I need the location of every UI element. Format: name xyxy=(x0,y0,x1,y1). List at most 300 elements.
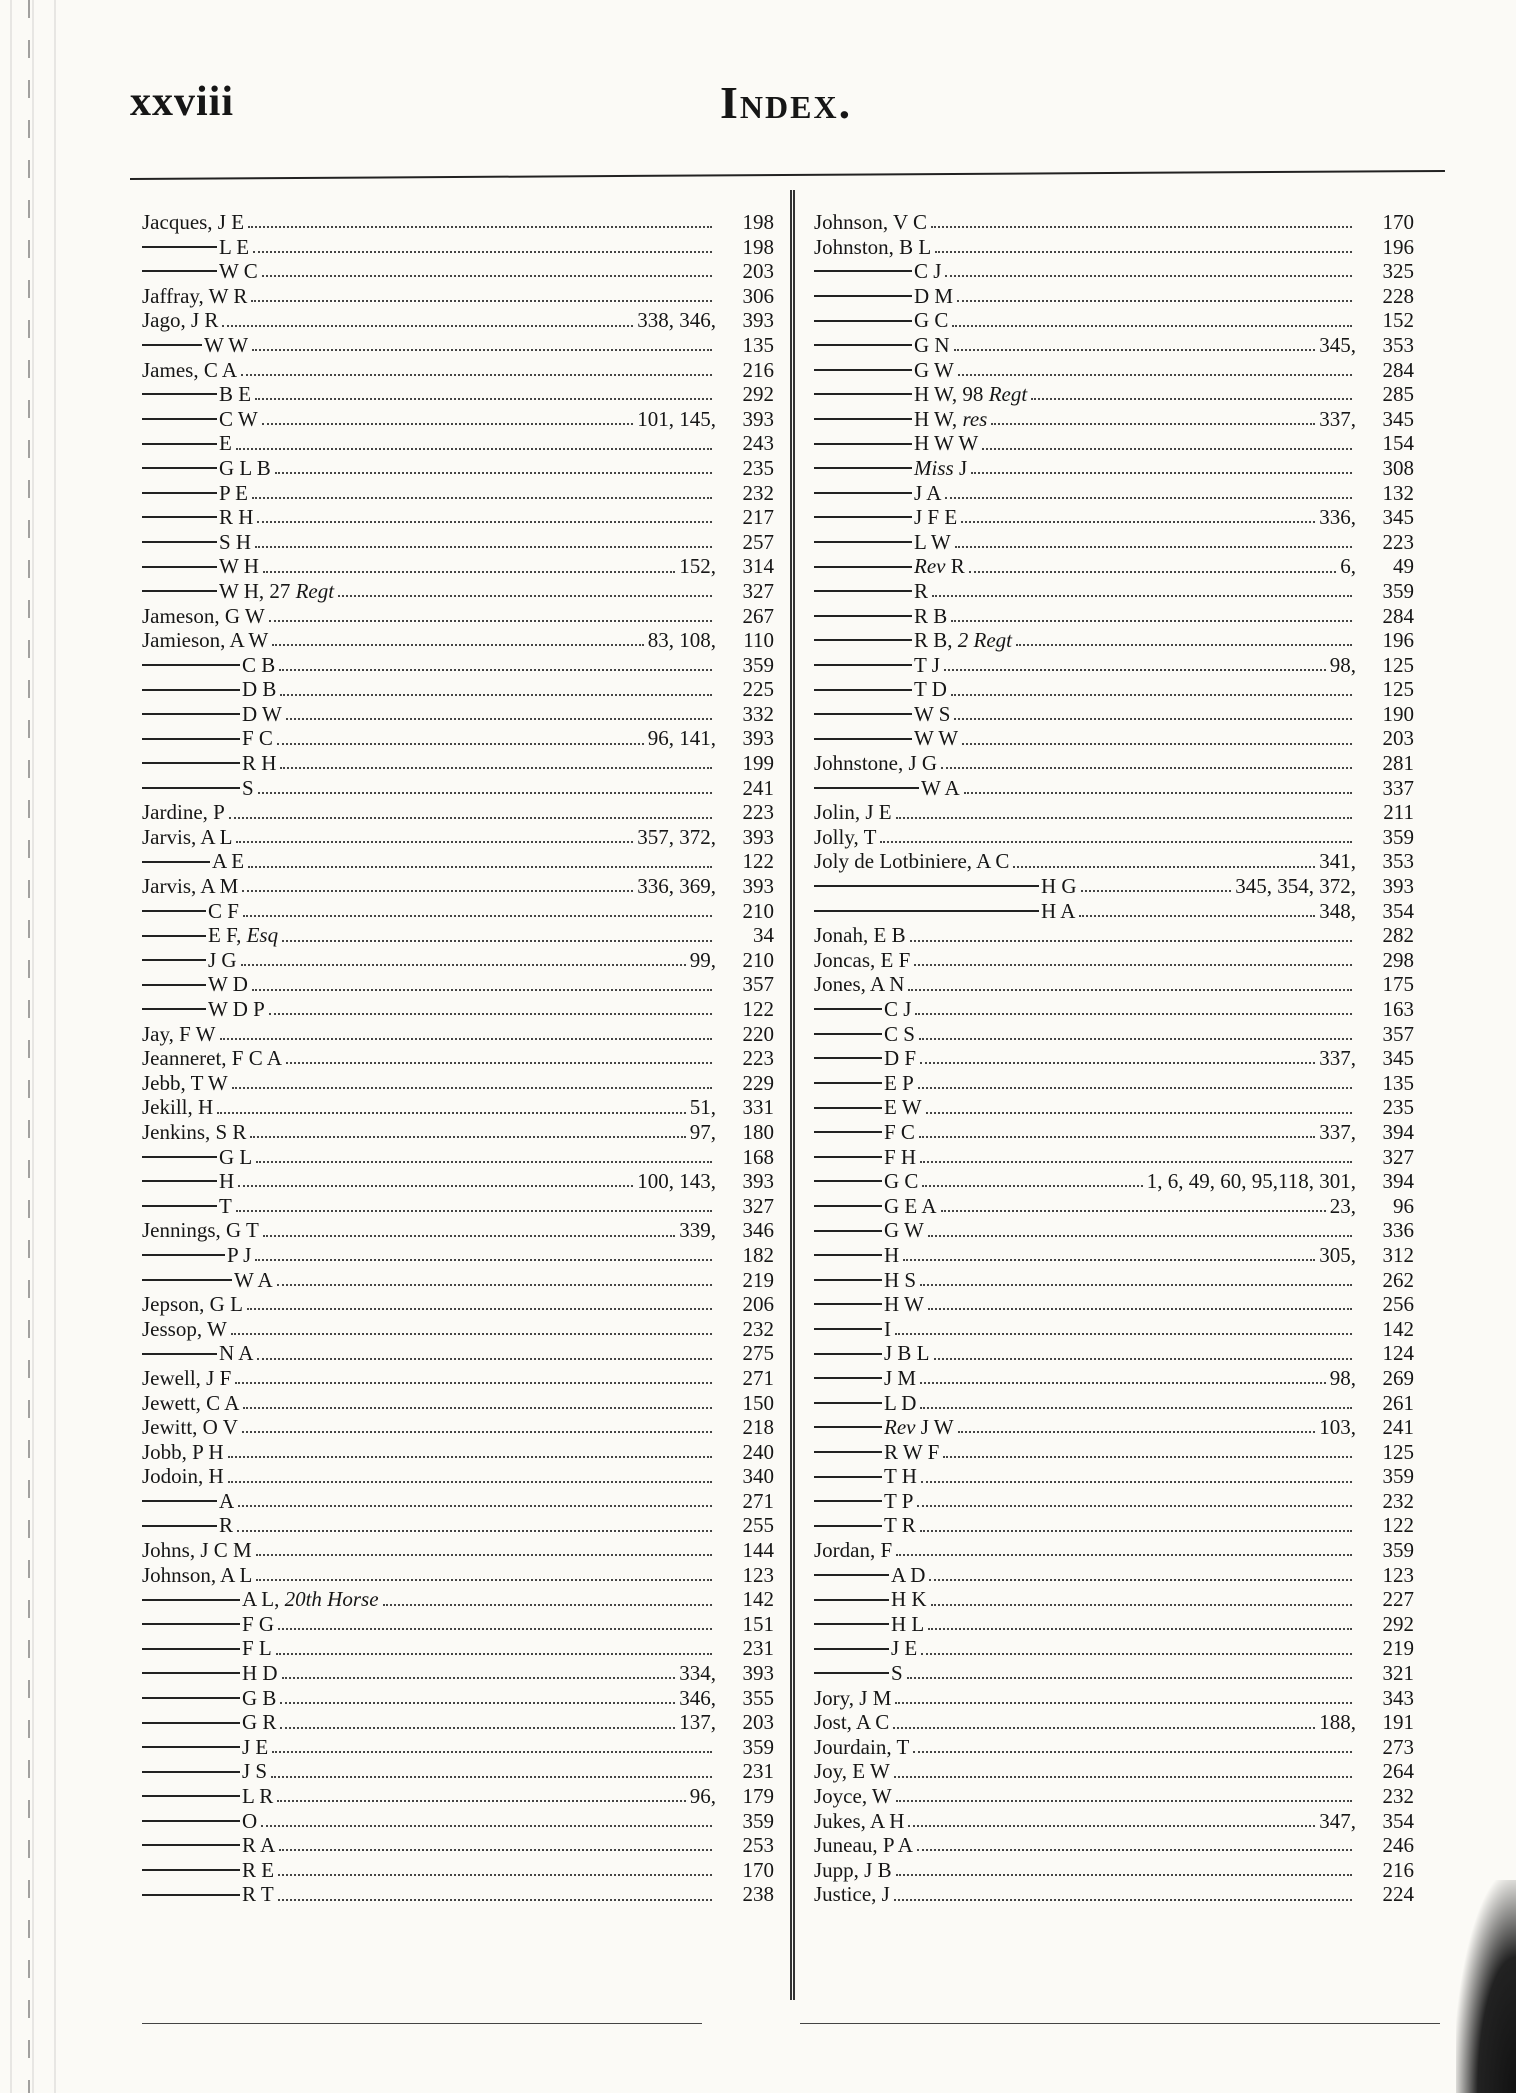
index-entry xyxy=(814,1563,1414,1588)
entry-page-refs: 305, xyxy=(1319,1242,1356,1267)
entry-page-refs: 347, xyxy=(1319,1808,1356,1833)
entry-name xyxy=(814,1686,891,1711)
entry-page-number: 198 xyxy=(742,210,774,234)
dot-leader xyxy=(957,300,1352,302)
entry-name xyxy=(814,235,931,260)
ditto-rule xyxy=(142,984,206,986)
entry-name xyxy=(219,505,253,530)
entry-name xyxy=(884,1095,922,1120)
dot-leader xyxy=(262,275,712,277)
entry-page-number: 269 xyxy=(1382,1365,1414,1390)
entry-name-text: Johnston, B L xyxy=(814,234,932,259)
entry-name xyxy=(891,1612,924,1637)
entry-page-number: 210 xyxy=(742,898,774,923)
index-entry xyxy=(142,431,774,456)
entry-page-number: 122 xyxy=(1382,1513,1414,1538)
entry-name xyxy=(242,1833,275,1858)
index-entry xyxy=(142,849,774,874)
index-entry xyxy=(814,1710,1414,1735)
entry-page-refs: 337, xyxy=(1319,1046,1356,1071)
entry-page-number: 306 xyxy=(742,283,774,308)
index-entry xyxy=(814,1759,1414,1784)
ditto-rule xyxy=(814,1525,882,1527)
entry-page-number: 227 xyxy=(1382,1587,1414,1612)
index-entry xyxy=(814,358,1414,383)
entry-name-text: D B xyxy=(242,677,277,702)
entry-page-refs: 334, xyxy=(679,1661,716,1686)
dot-leader xyxy=(969,571,1337,573)
entry-page-refs: 348, xyxy=(1319,898,1356,923)
index-entry xyxy=(814,1661,1414,1686)
dot-leader xyxy=(958,374,1352,376)
entry-name-text: H W W xyxy=(914,431,979,456)
ditto-rule xyxy=(814,393,912,395)
entry-name-text: Justice, J xyxy=(814,1882,890,1907)
dot-leader xyxy=(903,1259,1315,1261)
ditto-rule xyxy=(142,590,217,592)
entry-name xyxy=(219,1194,232,1219)
index-entry xyxy=(142,1095,774,1120)
dot-leader xyxy=(255,546,712,548)
page-corner-shadow xyxy=(1456,1880,1516,2093)
index-entry xyxy=(814,874,1414,899)
index-entry xyxy=(814,431,1414,456)
entry-page-number: 182 xyxy=(742,1242,774,1267)
entry-name xyxy=(884,1415,954,1440)
dot-leader xyxy=(919,1038,1352,1040)
dot-leader xyxy=(241,374,712,376)
entry-name-text: S xyxy=(891,1661,903,1686)
ditto-rule xyxy=(142,1353,217,1355)
dot-leader xyxy=(982,448,1352,450)
dot-leader xyxy=(272,644,644,646)
entry-name xyxy=(142,1218,259,1243)
entry-page-number: 199 xyxy=(742,751,774,776)
index-entry xyxy=(814,899,1414,924)
entry-name-text: G C xyxy=(884,1169,919,1194)
ditto-rule xyxy=(142,418,217,420)
dot-leader xyxy=(931,1604,1352,1606)
entry-page-number: 203 xyxy=(1382,726,1414,751)
dot-leader xyxy=(255,398,712,400)
dot-leader xyxy=(237,1530,712,1532)
entry-name xyxy=(814,1858,892,1883)
column-divider xyxy=(790,190,795,2000)
index-entry xyxy=(814,1145,1414,1170)
entry-page-number: 357 xyxy=(1382,1021,1414,1046)
entry-name-text: Jacques, J E xyxy=(142,210,245,234)
ditto-rule xyxy=(142,1205,217,1207)
dot-leader xyxy=(252,349,712,351)
index-entry xyxy=(142,1022,774,1047)
dot-leader xyxy=(277,1284,712,1286)
index-entry xyxy=(814,751,1414,776)
index-entry xyxy=(142,1686,774,1711)
index-entry xyxy=(142,1784,774,1809)
index-entry xyxy=(814,1882,1414,1907)
index-entry xyxy=(814,1218,1414,1243)
entry-name-text: Juneau, P A xyxy=(814,1833,913,1858)
entry-name xyxy=(142,874,238,899)
entry-page-number: 243 xyxy=(742,431,774,456)
dot-leader xyxy=(935,251,1352,253)
entry-page-number: 241 xyxy=(1382,1415,1414,1440)
entry-name xyxy=(814,923,906,948)
ditto-rule xyxy=(142,1746,240,1748)
index-entry xyxy=(814,1415,1414,1440)
entry-page-number: 210 xyxy=(742,947,774,972)
index-entry xyxy=(142,1391,774,1416)
dot-leader xyxy=(944,669,1326,671)
dot-leader xyxy=(253,251,712,253)
dot-leader xyxy=(269,620,712,622)
ditto-rule xyxy=(814,1426,882,1428)
entry-page-refs: 338, 346, xyxy=(637,308,716,333)
footer-rule-right xyxy=(800,2023,1440,2024)
entry-name xyxy=(884,1513,916,1538)
entry-name xyxy=(914,358,954,383)
dot-leader xyxy=(896,1800,1352,1802)
entry-name-text: A D xyxy=(891,1562,926,1587)
index-entry xyxy=(814,1095,1414,1120)
ditto-rule xyxy=(142,910,206,912)
entry-name-text: R xyxy=(219,1513,234,1538)
entry-name xyxy=(227,1243,251,1268)
entry-name xyxy=(884,1194,937,1219)
entry-page-number: 267 xyxy=(742,603,774,628)
index-entry xyxy=(814,456,1414,481)
ditto-rule xyxy=(142,443,217,445)
index-entry xyxy=(142,1440,774,1465)
entry-name-text: R B xyxy=(914,603,948,628)
entry-name xyxy=(914,677,947,702)
ditto-rule xyxy=(814,590,912,592)
index-entry xyxy=(142,1415,774,1440)
entry-name-text: G N xyxy=(914,332,950,357)
entry-name xyxy=(814,1538,892,1563)
entry-page-number: 394 xyxy=(1382,1119,1414,1144)
entry-page-number: 235 xyxy=(742,455,774,480)
entry-page-number: 337 xyxy=(1382,775,1414,800)
entry-page-number: 359 xyxy=(1382,578,1414,603)
ditto-rule xyxy=(814,1156,882,1158)
ditto-rule xyxy=(142,1008,206,1010)
dot-leader xyxy=(282,1677,676,1679)
entry-name xyxy=(814,849,1009,874)
entry-page-number: 168 xyxy=(742,1144,774,1169)
index-entry xyxy=(814,1538,1414,1563)
index-entry xyxy=(814,1194,1414,1219)
book-binding-edge xyxy=(0,0,58,2093)
entry-page-number: 343 xyxy=(1382,1685,1414,1710)
dot-leader xyxy=(228,1481,712,1483)
entry-name-text: Jay, F W xyxy=(142,1021,216,1046)
entry-page-number: 124 xyxy=(1382,1341,1414,1366)
entry-page-number: 327 xyxy=(1382,1144,1414,1169)
entry-name xyxy=(208,997,265,1022)
ditto-rule xyxy=(814,418,912,420)
entry-page-refs: 100, 143, xyxy=(637,1169,716,1194)
ditto-rule xyxy=(142,1500,217,1502)
index-entry xyxy=(814,579,1414,604)
entry-name-text: Jarvis, A M xyxy=(142,874,239,899)
entry-page-number: 123 xyxy=(1382,1562,1414,1587)
entry-name xyxy=(242,1735,268,1760)
index-entry xyxy=(142,1046,774,1071)
entry-name xyxy=(219,431,232,456)
entry-name xyxy=(142,1415,238,1440)
ditto-rule xyxy=(142,959,206,961)
entry-page-refs: 103, xyxy=(1319,1415,1356,1440)
ditto-rule xyxy=(142,1279,232,1281)
entry-name xyxy=(914,604,947,629)
entry-name-italic: Miss xyxy=(914,455,954,480)
entry-page-number: 34 xyxy=(753,923,774,948)
entry-name-text: O xyxy=(242,1808,258,1833)
dot-leader xyxy=(256,1579,712,1581)
entry-page-number: 150 xyxy=(742,1390,774,1415)
entry-name xyxy=(142,1538,252,1563)
dot-leader xyxy=(280,767,712,769)
index-entry xyxy=(142,284,774,309)
index-entry xyxy=(814,1169,1414,1194)
dot-leader xyxy=(220,1038,713,1040)
ditto-rule xyxy=(142,1648,240,1650)
ditto-rule xyxy=(142,1623,240,1625)
entry-name-text: Jukes, A H xyxy=(814,1808,905,1833)
entry-name-text: Jolin, J E xyxy=(814,800,892,825)
dot-leader xyxy=(232,1087,712,1089)
entry-name xyxy=(142,284,247,309)
index-entry xyxy=(142,1636,774,1661)
index-entry xyxy=(814,210,1414,235)
ditto-rule xyxy=(814,1648,889,1650)
index-entry xyxy=(142,1661,774,1686)
dot-leader xyxy=(920,1284,1352,1286)
entry-name xyxy=(219,456,271,481)
entry-page-number: 340 xyxy=(742,1464,774,1489)
ditto-rule xyxy=(814,1131,882,1133)
entry-page-number: 217 xyxy=(742,505,774,530)
entry-name xyxy=(204,333,248,358)
entry-name-text: J A xyxy=(914,480,942,505)
entry-name-text: Jeanneret, F C A xyxy=(142,1046,282,1071)
ditto-rule xyxy=(142,1672,240,1674)
dot-leader xyxy=(952,325,1352,327)
entry-name-text: Jodoin, H xyxy=(142,1464,224,1489)
index-entry xyxy=(142,1858,774,1883)
entry-name xyxy=(914,284,953,309)
ditto-rule xyxy=(814,664,912,666)
dot-leader xyxy=(279,669,712,671)
entry-name-text: G B xyxy=(242,1685,277,1710)
entry-page-number: 312 xyxy=(1382,1242,1414,1267)
entry-name-text: H G xyxy=(1041,874,1077,899)
entry-name xyxy=(814,948,910,973)
dot-leader xyxy=(280,1727,675,1729)
index-entry xyxy=(142,1120,774,1145)
ditto-rule xyxy=(814,1574,889,1576)
index-column-left xyxy=(142,210,774,1907)
index-entry xyxy=(814,308,1414,333)
index-entry xyxy=(814,530,1414,555)
dot-leader xyxy=(228,1456,713,1458)
entry-name-text: A xyxy=(219,1488,235,1513)
ditto-rule xyxy=(142,1599,240,1601)
entry-name-text: Jekill, H xyxy=(142,1095,214,1120)
entry-name-text: L E xyxy=(219,234,250,259)
entry-page-number: 284 xyxy=(1382,357,1414,382)
entry-name-text: G R xyxy=(242,1710,277,1735)
dot-leader xyxy=(962,743,1352,745)
entry-page-number: 264 xyxy=(1382,1759,1414,1784)
index-entry xyxy=(142,505,774,530)
ditto-rule xyxy=(142,344,202,346)
entry-name-text: I xyxy=(884,1316,891,1341)
index-entry xyxy=(814,407,1414,432)
dot-leader xyxy=(921,1481,1352,1483)
entry-name xyxy=(914,726,958,751)
entry-name xyxy=(914,702,950,727)
entry-page-number: 135 xyxy=(1382,1070,1414,1095)
entry-name-text: H W, xyxy=(914,406,963,431)
index-entry xyxy=(142,210,774,235)
ditto-rule xyxy=(814,443,912,445)
page-title: Index. xyxy=(720,77,853,128)
dot-leader xyxy=(896,1874,1352,1876)
dot-leader xyxy=(895,1333,1352,1335)
index-entry xyxy=(142,1882,774,1907)
ditto-rule xyxy=(814,1303,882,1305)
dot-leader xyxy=(338,595,712,597)
ditto-rule xyxy=(142,664,240,666)
ditto-rule xyxy=(814,1033,882,1035)
ditto-rule xyxy=(142,541,217,543)
entry-page-refs: 152, xyxy=(679,554,716,579)
entry-name-italic: 2 Regt xyxy=(957,628,1012,653)
entry-name xyxy=(914,579,928,604)
entry-page-number: 246 xyxy=(1382,1833,1414,1858)
ditto-rule xyxy=(142,689,240,691)
entry-name xyxy=(242,653,275,678)
entry-name-text: H L xyxy=(891,1611,925,1636)
index-entry xyxy=(142,899,774,924)
entry-page-number: 220 xyxy=(742,1021,774,1046)
entry-name-text: T D xyxy=(914,677,947,702)
ditto-rule xyxy=(814,344,912,346)
entry-name xyxy=(219,1169,234,1194)
entry-page-refs: 345, 354, 372, xyxy=(1235,874,1356,899)
dot-leader xyxy=(954,718,1352,720)
entry-name xyxy=(884,1341,930,1366)
index-entry xyxy=(142,1538,774,1563)
entry-page-number: 49 xyxy=(1393,554,1414,579)
index-entry xyxy=(814,333,1414,358)
entry-page-number: 393 xyxy=(1382,874,1414,899)
entry-name xyxy=(891,1661,903,1686)
entry-page-number: 393 xyxy=(742,1169,774,1194)
index-entry xyxy=(814,1489,1414,1514)
ditto-rule xyxy=(142,1894,240,1896)
entry-name xyxy=(142,1071,228,1096)
entry-page-number: 175 xyxy=(1382,972,1414,997)
dot-leader xyxy=(929,1579,1352,1581)
entry-name xyxy=(219,554,259,579)
index-entry xyxy=(142,1071,774,1096)
entry-name xyxy=(814,210,927,235)
entry-page-number: 256 xyxy=(1382,1292,1414,1317)
index-entry xyxy=(814,972,1414,997)
entry-name-text: Jordan, F xyxy=(814,1538,893,1563)
entry-page-number: 285 xyxy=(1382,382,1414,407)
entry-name xyxy=(142,1046,282,1071)
entry-page-refs: 341, xyxy=(1319,849,1356,874)
entry-page-number: 132 xyxy=(1382,480,1414,505)
entry-name-text: W W xyxy=(204,332,249,357)
dot-leader xyxy=(242,890,633,892)
entry-name xyxy=(814,1809,904,1834)
index-entry xyxy=(814,1686,1414,1711)
dot-leader xyxy=(236,448,712,450)
entry-page-number: 241 xyxy=(742,775,774,800)
entry-name-text: C S xyxy=(884,1021,915,1046)
entry-page-number: 327 xyxy=(742,578,774,603)
entry-name-text: Joyce, W xyxy=(814,1784,892,1808)
index-entry xyxy=(142,874,774,899)
entry-page-number: 163 xyxy=(1382,997,1414,1021)
entry-page-refs: 96, 141, xyxy=(647,726,716,751)
index-entry xyxy=(814,948,1414,973)
dot-leader xyxy=(920,1062,1315,1064)
index-entry xyxy=(142,677,774,702)
entry-page-number: 232 xyxy=(1382,1488,1414,1513)
entry-page-refs: 6, xyxy=(1340,554,1356,579)
entry-page-refs: 336, 369, xyxy=(637,874,716,899)
index-entry xyxy=(142,1145,774,1170)
entry-page-number: 110 xyxy=(743,628,774,653)
ditto-rule xyxy=(814,713,912,715)
entry-page-number: 196 xyxy=(1382,234,1414,259)
entry-name-text: R B, xyxy=(914,628,958,653)
entry-name xyxy=(142,1464,224,1489)
dot-leader xyxy=(928,1308,1352,1310)
entry-name-text: Jago, J R xyxy=(142,308,219,333)
entry-page-number: 255 xyxy=(742,1513,774,1538)
dot-leader xyxy=(951,694,1352,696)
index-entry xyxy=(142,800,774,825)
index-entry xyxy=(814,259,1414,284)
entry-name-text: W C xyxy=(219,259,258,284)
index-entry xyxy=(814,1292,1414,1317)
dot-leader xyxy=(934,1358,1352,1360)
entry-name-text: F G xyxy=(242,1611,275,1636)
entry-name xyxy=(884,1317,891,1342)
entry-page-number: 203 xyxy=(742,1710,774,1735)
entry-page-number: 359 xyxy=(742,652,774,677)
dot-leader xyxy=(238,1505,712,1507)
entry-page-number: 359 xyxy=(742,1808,774,1833)
entry-name xyxy=(219,1341,253,1366)
entry-name xyxy=(884,1489,913,1514)
entry-name xyxy=(242,751,276,776)
index-entry xyxy=(814,481,1414,506)
entry-name-text: Jessop, W xyxy=(142,1316,227,1341)
entry-page-number: 253 xyxy=(742,1833,774,1858)
entry-name xyxy=(242,1710,276,1735)
entry-page-number: 281 xyxy=(1382,751,1414,776)
entry-page-number: 332 xyxy=(742,701,774,726)
entry-name-text: R W F xyxy=(884,1439,940,1464)
